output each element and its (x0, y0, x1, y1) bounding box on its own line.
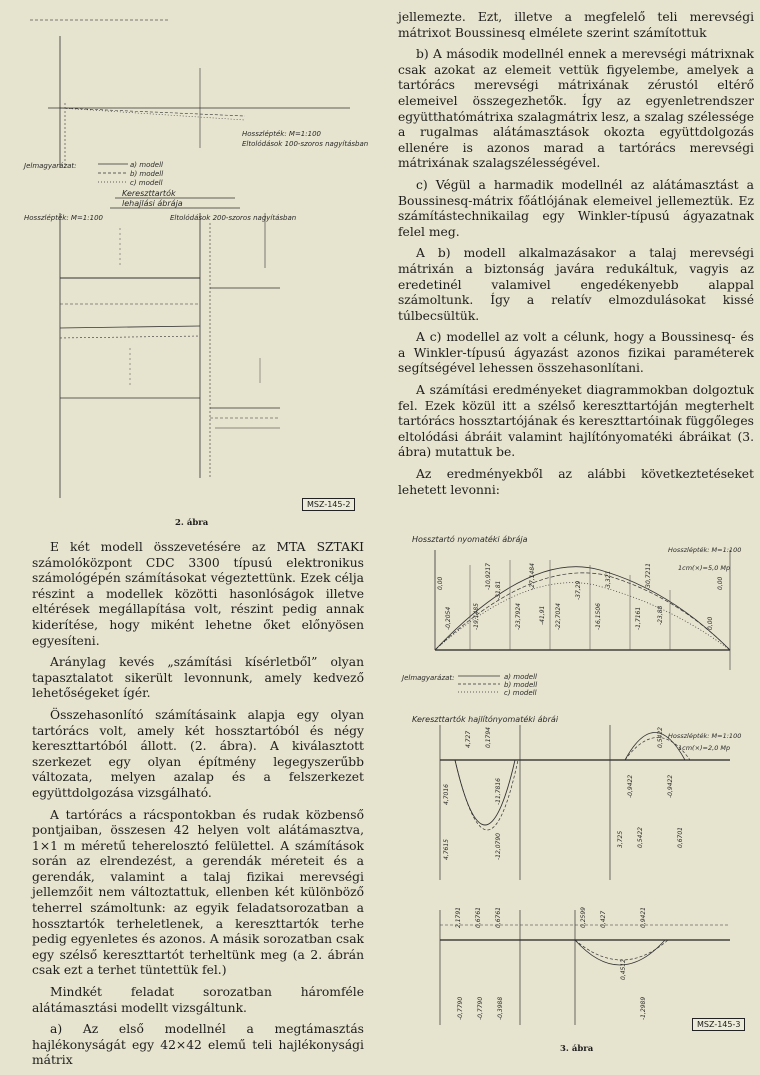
right-paragraph: A b) modell alkalmazásakor a talaj merevségi mátrixán a biztonság javára redukáltuk, vagyis az eredetinél valamivel engedékenyebb alappal számoltunk. Így a relatív elmozdulásokat kissé túlbecsültük. (398, 246, 754, 323)
fig2-stamp: MSZ-145-2 (302, 498, 355, 511)
fig3-stamp: MSZ-145-3 (692, 1018, 745, 1031)
fig3-bottom-value: -12,0790 (495, 833, 502, 860)
left-paragraph: a) Az első modellnél a megtámasztás hajlékonyságát egy 42×42 elemű teli hajlékonysági mátrix (32, 1022, 364, 1068)
fig3-bottom-value: 0,1794 (485, 727, 492, 748)
fig3-top-value: -37,29 (575, 580, 582, 600)
right-paragraph: A c) modellel az volt a célunk, hogy a Boussinesq- és a Winkler-típusú ágyazást azonos fizikai paraméterek segítségével lehessen összehasonlítani. (398, 330, 754, 376)
fig3-scale-bottom-2: 1cm(×)=2,0 Mp (678, 744, 731, 752)
left-paragraph: Aránylag kevés „számítási kísérletből” olyan tapasztalatot sikerült levonnunk, amely kedvező lehetőségeket ígér. (32, 655, 364, 701)
fig3-top-value: 0,00 (707, 616, 714, 630)
fig3-top-value: -23,88 (657, 605, 664, 625)
fig3-bottom-value: 4,7016 (443, 784, 450, 805)
figure-3 (400, 530, 756, 1060)
fig3-bottom-value: 0,6761 (495, 907, 502, 928)
fig3-top-value: -22,7024 (555, 603, 562, 630)
figure-2 (20, 8, 370, 518)
fig3-bottom-value: -0,7790 (457, 996, 464, 1020)
fig2-legend-a: a) modell (130, 161, 163, 169)
fig3-bottom-value: -11,7816 (495, 778, 502, 805)
fig3-bottom-value: 3,725 (617, 830, 624, 848)
right-paragraph: c) Végül a harmadik modellnél az alátámasztást a Boussinesq-mátrix főátlójának elemeivel jellemeztük. Ez számítástechnikailag egy Winkler-típusú ágyazatnak felel meg. (398, 177, 754, 239)
fig3-bottom-value: 0,6701 (677, 827, 684, 848)
fig3-legend-a: a) modell (504, 673, 537, 681)
right-paragraph: jellemezte. Ezt, illetve a megfelelő teli merevségi mátrixot Boussinesq elmélete szerint számítottuk (398, 10, 754, 40)
fig3-scale-bottom: Hosszlépték: M=1:100 (668, 732, 742, 740)
fig3-top-value: -30,7211 (645, 563, 652, 590)
figure-2-drawing (20, 8, 370, 518)
fig3-legend-b: b) modell (504, 681, 538, 689)
fig3-top-value: -0,2054 (445, 606, 452, 630)
fig3-bottom-value: 0,4512 (620, 959, 627, 980)
fig3-legend-c: c) modell (504, 689, 537, 697)
fig3-bottom-value: 4,727 (465, 730, 472, 748)
fig3-caption: 3. ábra (560, 1044, 594, 1054)
fig3-scale-top: Hosszlépték: M=1:100 (668, 546, 742, 554)
left-paragraph: Mindkét feladat sorozatban háromféle alátámasztási modellt vizsgáltunk. (32, 985, 364, 1015)
fig3-bottom-value: 0,427 (600, 910, 607, 928)
fig3-legend-title: Jelmagyarázat: (402, 674, 455, 682)
fig3-bottom-value: -0,3988 (497, 996, 504, 1020)
right-paragraph: b) A második modellnél ennek a merevségi mátrixnak csak azokat az elemeit vettük figyelembe, amelyek a tartórács merevségi mátrixának zérustól eltérő elemeivel összegezhetők. Így az egyenletrendszer együtthatómátrixa szalagmátrix lesz, a szalag szélessége a rugalmas alátámasztások okozta együttdolgozás ellenére is azonos marad a tartórács merevségi mátrixának szalagszélességével. (398, 47, 754, 171)
fig3-bottom-value: 0,6761 (475, 907, 482, 928)
right-paragraph: Az eredményekből az alábbi következtetéseket lehetett levonni: (398, 467, 754, 497)
fig3-top-value: -31,81 (495, 580, 502, 600)
fig2-legend-b: b) modell (130, 170, 164, 178)
fig2-label-top-right: Hosszlépték: M=1:100 (242, 130, 321, 138)
left-text-column (32, 540, 364, 1075)
fig2-label-left: Hosszlépték: M=1:100 (24, 214, 103, 222)
fig2-label-mid: Kereszttartók (122, 189, 176, 198)
fig3-scale-top-2: 1cm(×)=5,0 Mp (678, 564, 731, 572)
fig2-label-top-right-2: Eltolódások 100-szoros nagyításban (242, 140, 369, 148)
fig3-bottom-value: 0,2599 (580, 907, 587, 928)
figure-3-drawing (400, 530, 756, 1050)
fig3-bottom-value: 0,5422 (637, 827, 644, 848)
fig3-bottom-title: Kereszttartók hajlítónyomatéki ábrái (412, 715, 559, 724)
fig3-bottom-value: -0,7790 (477, 996, 484, 1020)
fig3-top-value: -27,1484 (529, 563, 536, 590)
left-paragraph: A tartórács a rácspontokban és rudak közbenső pontjaiban, összesen 42 helyen volt alátámasztva, 1×1 m méretű teherelosztó felülettel. A számítások során az elrendezést, a gerendák méreteit és a gerendák, valamint a talaj fizikai merevségi jellemzőit nem változtattuk, ellenben két különböző teherrel számoltunk: az egyik feladatsorozatban a hossztartók terheletlenek, a kereszttartók terhe pedig egyenletes és azonos. A másik sorozatban csak egy szélső kereszttartót terheltünk meg (a 2. ábrán csak ezt a terhet tüntettük fel.) (32, 807, 364, 978)
fig2-caption: 2. ábra (175, 518, 209, 528)
fig3-bottom-value: 0,9421 (640, 907, 647, 928)
right-text-column (398, 10, 754, 504)
fig3-bottom-value: -0,9422 (627, 774, 634, 798)
fig3-top-value: 0,00 (437, 576, 444, 590)
right-paragraph: A számítási eredményeket diagrammokban dolgoztuk fel. Ezek közül itt a szélső kereszttartóján megterhelt tartórács hossztartójának és kereszttartóinak függőleges eltolódási ábráit valamint hajlítónyomatéki ábráikat (3. ábra) mutattuk be. (398, 383, 754, 460)
fig3-top-value: -23,7924 (515, 603, 522, 630)
fig3-bottom-value: -0,9422 (667, 774, 674, 798)
fig2-legend-title: Jelmagyarázat: (24, 162, 77, 170)
fig3-top-value: -3,321 (605, 570, 612, 590)
fig3-top-value: -41,91 (539, 605, 546, 625)
fig3-top-value: -10,9217 (485, 563, 492, 590)
fig3-top-value: 0,00 (717, 576, 724, 590)
fig3-top-value: -16,1506 (595, 603, 602, 630)
fig3-top-value: -1,7161 (635, 606, 642, 630)
fig3-bottom-value: 2,1791 (455, 907, 462, 928)
fig3-bottom-value: 4,7615 (443, 839, 450, 860)
fig2-label-right: Eltolódások 200-szoros nagyításban (170, 214, 297, 222)
fig2-label-mid-2: lehajlási ábrája (122, 199, 183, 208)
fig3-top-value: -19,1485 (473, 603, 480, 630)
fig3-top-title: Hossztartó nyomatéki ábrája (412, 535, 528, 544)
fig3-bottom-value: -1,2989 (640, 996, 647, 1020)
fig2-legend-c: c) modell (130, 179, 163, 187)
fig3-bottom-value: 0,5422 (657, 727, 664, 748)
left-paragraph: E két modell összevetésére az MTA SZTAKI számolóközpont CDC 3300 típusú elektronikus számológépén számításokat végeztettünk. Ezek célja részint a modellek közötti hasonlóságok illetve eltérések megállapítása volt, részint pedig annak kiderítése, hogy miként lehetne őket előnyösen egyesíteni. (32, 540, 364, 648)
left-paragraph: Összehasonlító számításaink alapja egy olyan tartórács volt, amely két hossztartóból és négy kereszttartóból állott. (2. ábra). A kiválasztott szerkezet egy olyan építmény legegyszerűbb változata, melyen azalap és a felszerkezet együttdolgozása vizsgálható. (32, 707, 364, 800)
